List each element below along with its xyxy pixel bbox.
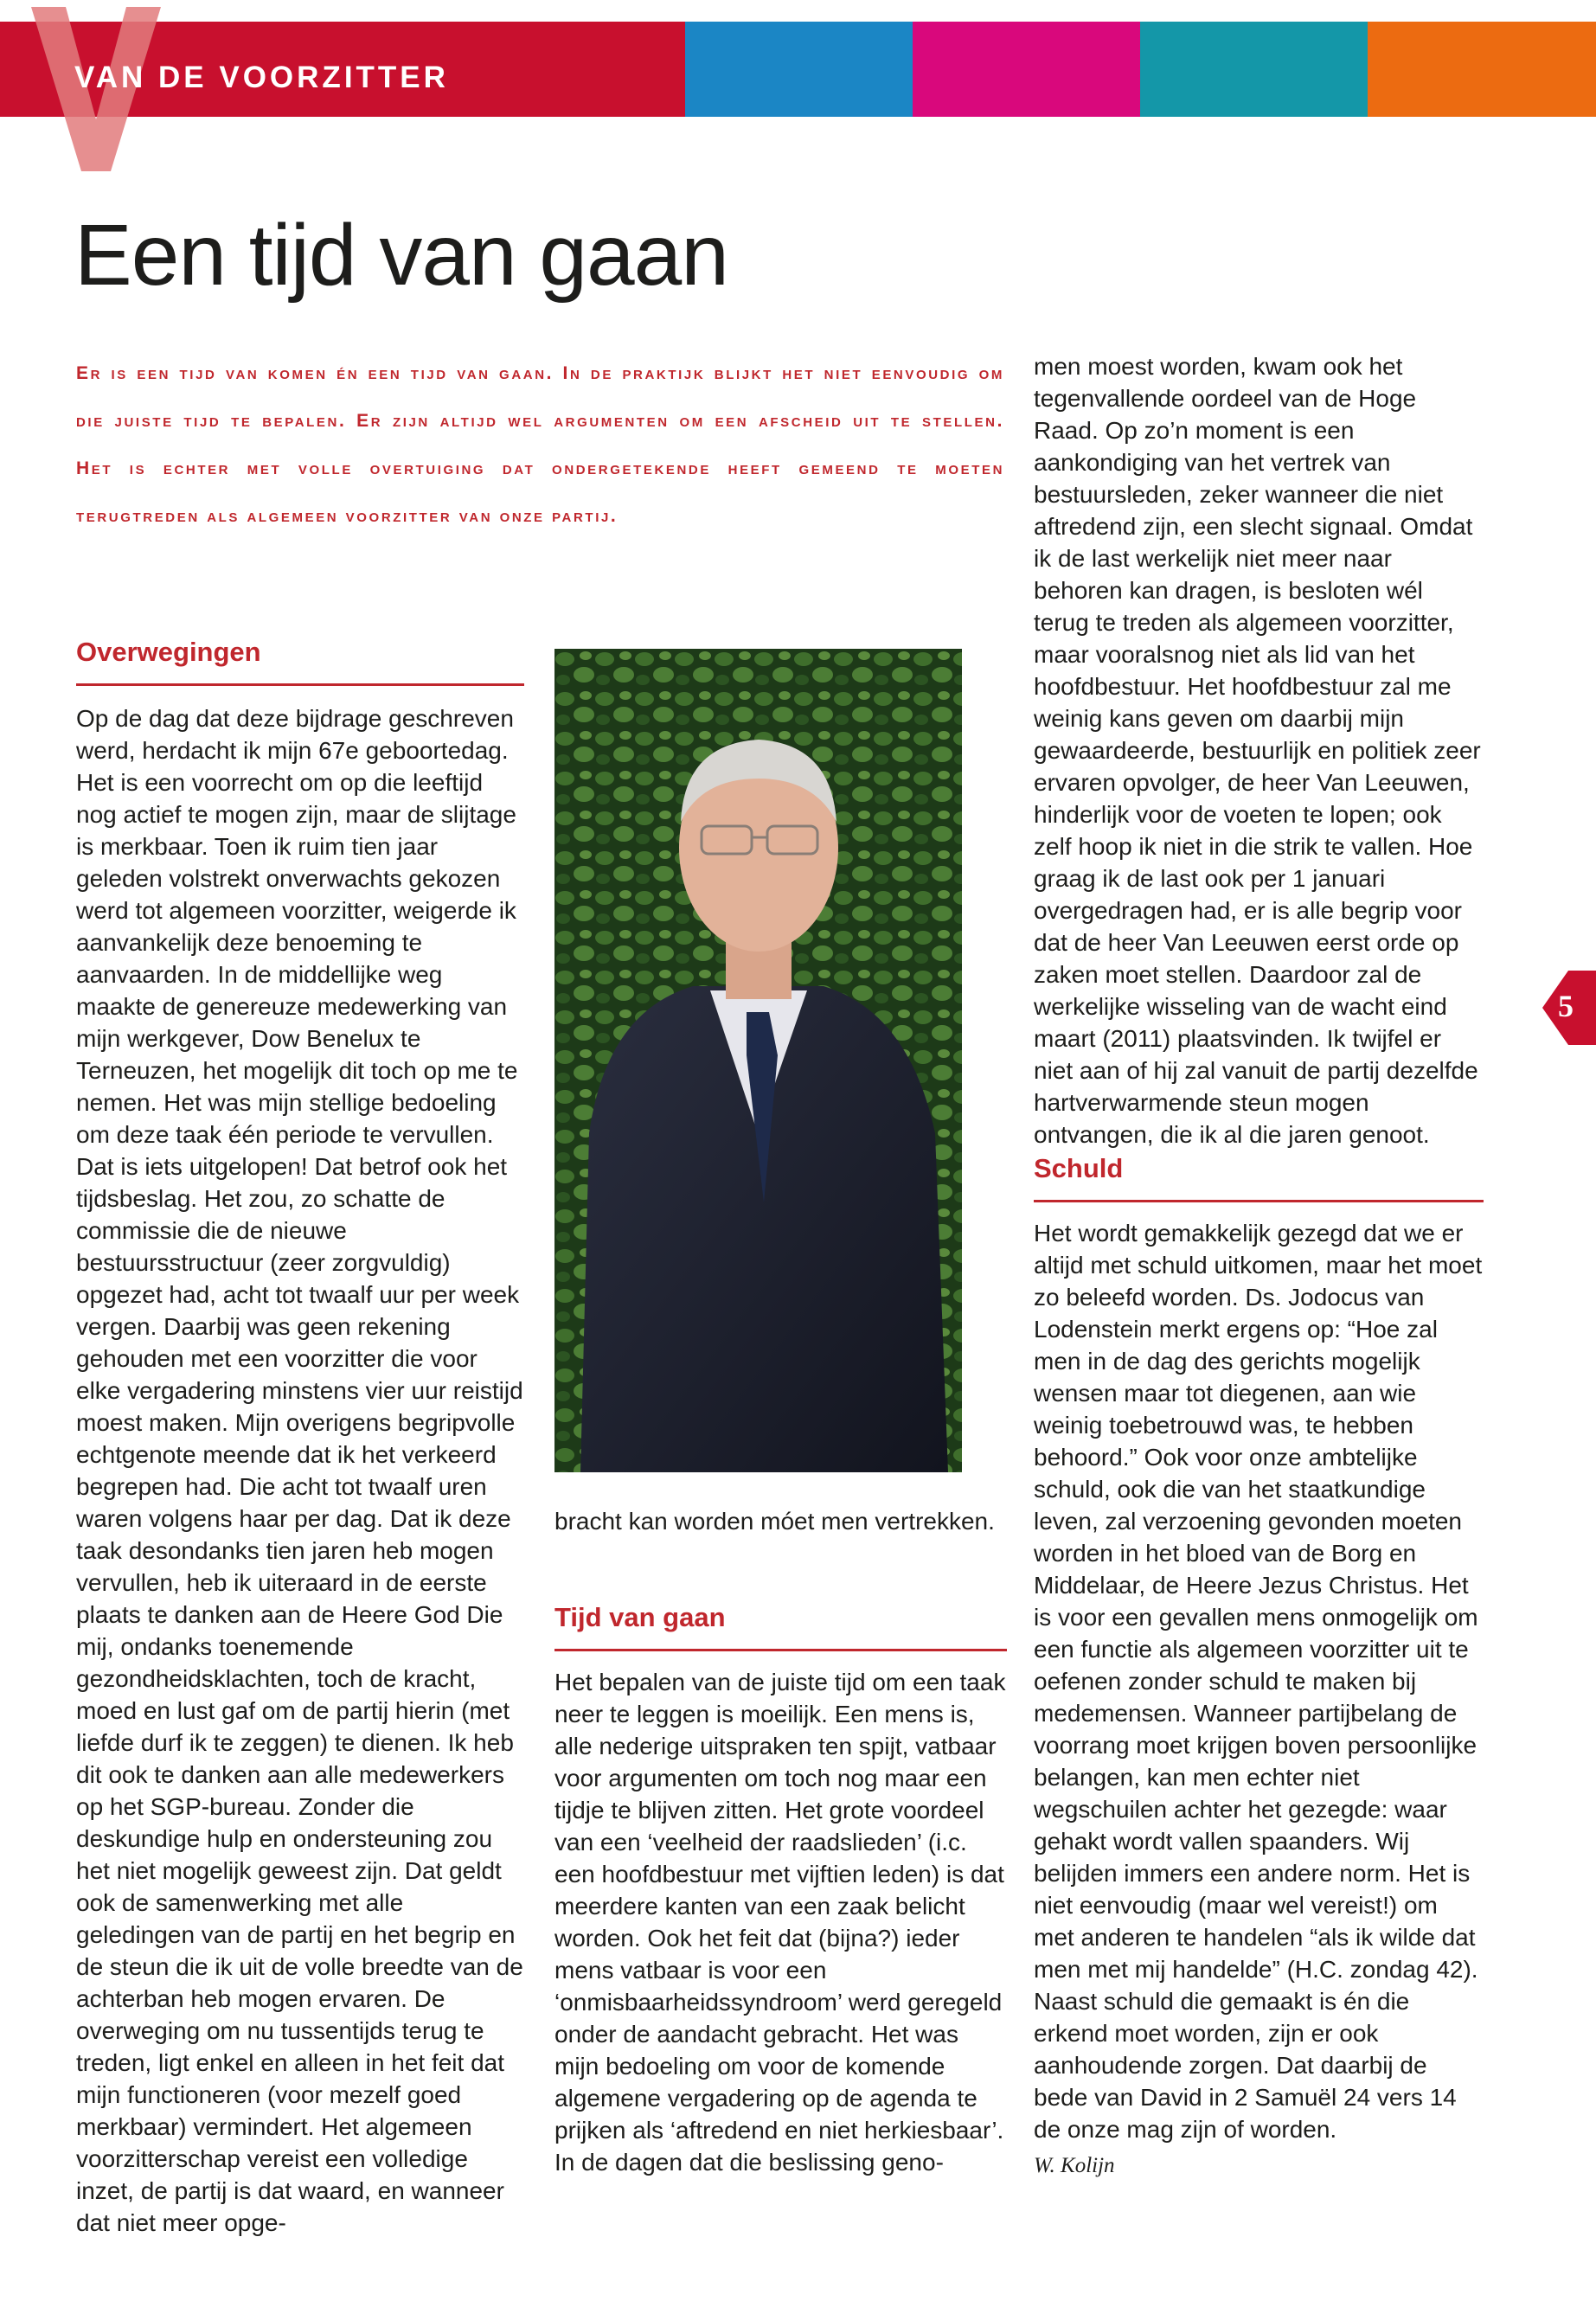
heading-schuld: Schuld xyxy=(1034,1153,1484,1202)
column-right-body xyxy=(1034,1217,1484,2145)
column-right xyxy=(1034,350,1484,1150)
portrait-photo xyxy=(554,649,962,1472)
header-band-orange xyxy=(1368,22,1596,117)
article-lead: Er is een tijd van komen én een tijd van gaan. In de praktijk blijkt het niet eenvoudig om die juiste tijd te bepalen. Er zijn altijd wel argumenten om een afscheid uit te stellen. Het is echter met volle overtuiging dat ondergetekende heeft gemeend te moeten terugtreden als algemeen voorzitter van onze partij. xyxy=(76,363,1004,526)
paragraph-schuld: Het wordt gemakkelijk gezegd dat we er altijd met schuld uitkomen, maar het moet zo beleefd worden. Ds. Jodocus van Lodenstein merkt ergens op: “Hoe zal men in de dag des gerichts mogelijk wensen maar tot diegenen, aan wie weinig toebetrouwd was, te hebben behoord.” Ook voor onze ambtelijke schuld, ook die van het staatkundige leven, zal verzoening gevonden moeten worden in het bloed van de Borg en Middelaar, de Heere Jezus Christus. Het is voor een gevallen mens onmogelijk om een functie als algemeen voorzitter uit te oefenen zonder schuld te maken bij medemensen. Wanneer partijbelang de voorrang moet krijgen boven persoonlijke belangen, kan men echter niet wegschuilen achter het gezegde: waar gehakt wordt vallen spaanders. Wij belijden immers een andere norm. Het is niet eenvoudig (maar wel vereist!) om met anderen te handelen “als ik wilde dat men met mij handelde” (H.C. zondag 42). Naast schuld die gemaakt is én die erkend moet worden, zijn er ook aanhoudende zorgen. Dat daarbij de bede van David in 2 Samuël 24 vers 14 de onze mag zijn of worden. xyxy=(1034,1220,1483,2143)
header-band-blue xyxy=(685,22,913,117)
paragraph-tijd-van-gaan: Het bepalen van de juiste tijd om een taak neer te leggen is moeilijk. Een mens is, alle nederige uitspraken ten spijt, vatbaar voor argumenten om toch nog maar een tijdje te blijven zitten. Het grote voordeel van een ‘veelheid der raadslieden’ (i.c. een hoofdbestuur met vijftien leden) is dat meerdere kanten van een zaak belicht worden. Ook het feit dat (bijna?) ieder mens vatbaar is voor een ‘onmisbaarheidssyndroom’ werd geregeld onder de aandacht gebracht. Het was mijn bedoeling om voor de komende algemene vergadering op de agenda te prijken als ‘aftredend en niet herkiesbaar’. In de dagen dat die beslissing geno- xyxy=(554,1669,1006,2176)
section-label: VAN DE VOORZITTER xyxy=(74,61,449,94)
article-title: Een tijd van gaan xyxy=(74,207,728,304)
header-band-teal xyxy=(1140,22,1368,117)
column-left xyxy=(76,702,524,2239)
author-signature: W. Kolijn xyxy=(1034,2154,1115,2177)
column-middle-body xyxy=(554,1666,1007,2178)
paragraph-overwegingen: Op de dag dat deze bijdrage geschreven werd, herdacht ik mijn 67e geboortedag. Het is een voorrecht om op die leeftijd nog actief te mogen zijn, maar de slijtage is merkbaar. Toen ik ruim tien jaar geleden volstrekt onverwachts gekozen werd tot algemeen voorzitter, weigerde ik aanvankelijk deze benoeming te aanvaarden. In de middellijke weg maakte de genereuze medewerking van mijn werkgever, Dow Benelux te Terneuzen, het mogelijk dit toch op me te nemen. Het was mijn stellige bedoeling om deze taak één periode te vervullen. Dat is iets uitgelopen! Dat betrof ook het tijdsbeslag. Het zou, zo schatte de commissie die de nieuwe bestuursstructuur (zeer zorgvuldig) opgezet had, acht tot twaalf uur per week vergen. Daarbij was geen rekening gehouden met een voorzitter die voor elke vergadering minstens vier uur reistijd moest maken. Mijn overigens begripvolle echtgenote meende dat ik het verkeerd begrepen had. Die acht tot twaalf uren waren volgens haar per dag. Dat ik deze taak desondanks tien jaren heb mogen vervullen, heb ik uiteraard in de eerste plaats te danken aan de Heere God Die mij, ondanks toenemende gezondheidsklachten, toch de kracht, moed en lust gaf om de partij hierin (met liefde durf ik te zeggen) te dienen. Ik heb dit ook te danken aan alle medewerkers op het SGP-bureau. Zonder die deskundige hulp en ondersteuning zou het niet mogelijk geweest zijn. Dat geldt ook de samenwerking met alle geledingen van de partij en het begrip en de steun die ik uit de volle breedte van de achterban heb mogen ervaren. De overweging om nu tussentijds terug te treden, ligt enkel en alleen in het feit dat mijn functioneren (voor mezelf goed merkbaar) vermindert. Het algemeen voorzitterschap vereist een volledige inzet, de partij is dat waard, en wanneer dat niet meer opge- xyxy=(76,705,523,2236)
page-number: 5 xyxy=(1558,989,1574,1023)
paragraph-continuation-middle: bracht kan worden móet men vertrekken. xyxy=(554,1508,995,1535)
heading-overwegingen: Overwegingen xyxy=(76,637,524,686)
paragraph-continuation-right: men moest worden, kwam ook het tegenvallende oordeel van de Hoge Raad. Op zo’n moment is een aankondiging van het vertrek van bestuursleden, zeker wanneer die niet aftredend zijn, een slecht signaal. Omdat ik de last werkelijk niet meer naar behoren kan dragen, is besloten wél terug te treden als algemeen voorzitter, maar vooralsnog niet als lid van het hoofdbestuur. Het hoofdbestuur zal me weinig kans geven om daarbij mijn gewaardeerde, bestuurlijk en politiek zeer ervaren opvolger, de heer Van Leeuwen, hinderlijk voor de voeten te lopen; ook zelf hoop ik niet in die strik te vallen. Hoe graag ik de last ook per 1 januari overgedragen had, er is alle begrip voor dat de heer Van Leeuwen eerst orde op zaken moet stellen. Daardoor zal de werkelijke wisseling van de wacht eind maart (2011) plaatsvinden. Ik twijfel er niet aan of hij zal vanuit de partij dezelfde hartverwarmende steun mogen ontvangen, die ik al die jaren genoot. xyxy=(1034,353,1481,1148)
heading-tijd-van-gaan: Tijd van gaan xyxy=(554,1602,1007,1651)
header-band-magenta xyxy=(913,22,1140,117)
column-middle xyxy=(554,1505,1007,1537)
